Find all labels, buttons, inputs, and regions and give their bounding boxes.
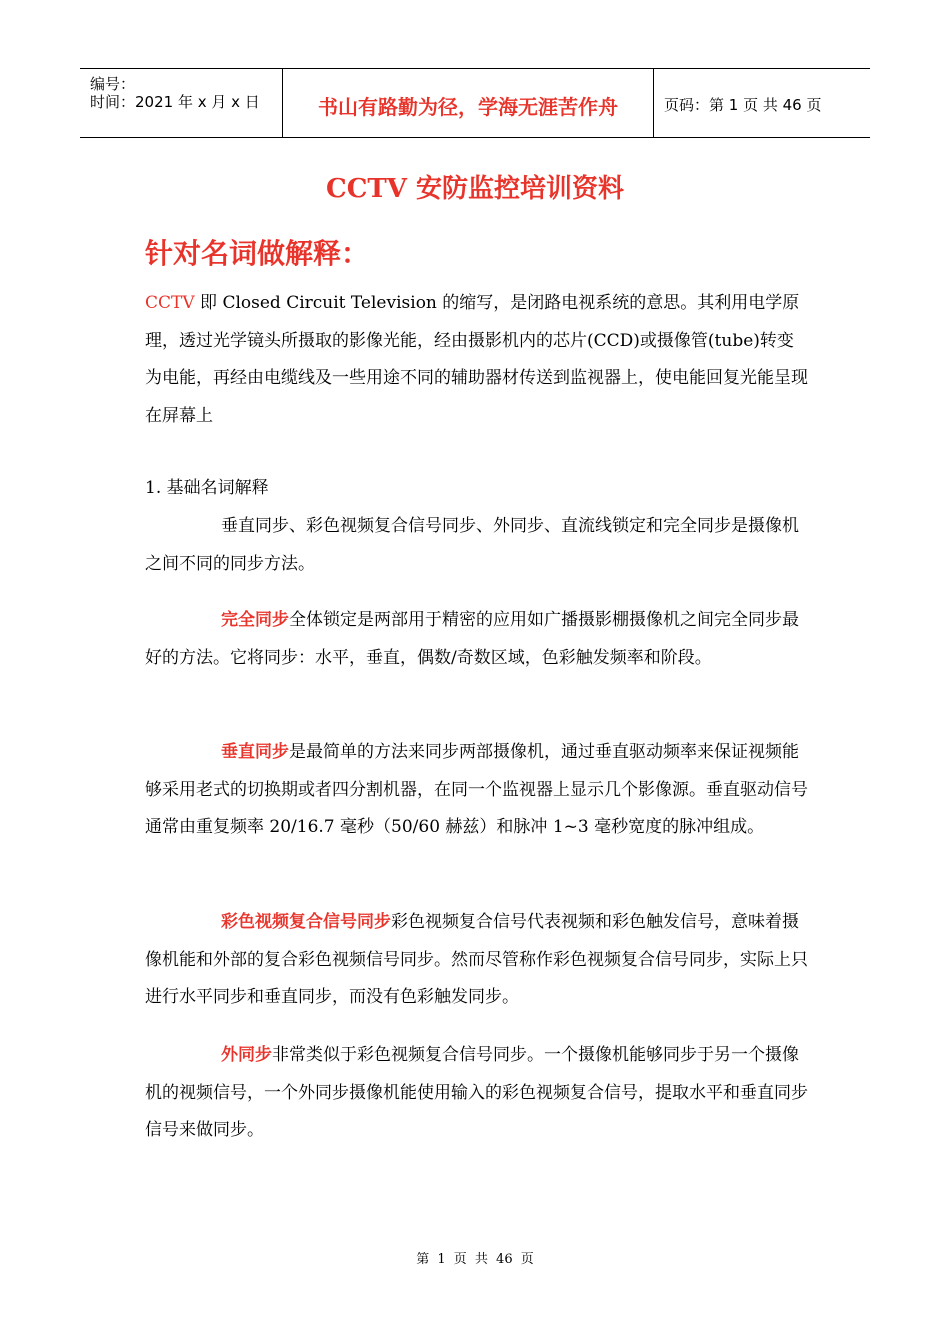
section-heading: 针对名词做解释： <box>145 237 370 270</box>
document-title: CCTV 安防监控培训资料 <box>326 174 624 204</box>
section-title: 1. 基础名词解释 <box>145 478 269 498</box>
term-text: 非常类似于彩色视频复合信号同步。一个摄像机能够同步于另一个摄像机的视频信号，一个外同步摄像机能使用输入的彩色视频复合信号，提取水平和垂直同步信号来做同步。 <box>145 1045 808 1140</box>
intro-text: 即 Closed Circuit Television 的缩写，是闭路电视系统的意思。其利用电学原理，透过光学镜头所摄取的影像光能，经由摄影机内的芯片(CCD)或摄像管(tube)转变为电能，再经由电缆线及一些用途不同的辅助器材传送到监视器上，使电能回复光能呈现在屏幕上 <box>145 293 808 426</box>
term-name: 外同步 <box>221 1045 272 1065</box>
term-name: 彩色视频复合信号同步 <box>221 912 391 932</box>
serial-label: 编号： <box>90 75 136 93</box>
header-info-cell <box>80 69 283 137</box>
page-info: 页码：第 1 页 共 46 页 <box>664 96 822 114</box>
motto: 书山有路勤为径，学海无涯苦作舟 <box>318 95 618 119</box>
header-page-cell <box>654 69 870 137</box>
term-text: 彩色视频复合信号代表视频和彩色触发信号，意味着摄像机能和外部的复合彩色视频信号同步。然而尽管称作彩色视频复合信号同步，实际上只进行水平同步和垂直同步，而没有色彩触发同步。 <box>145 912 808 1007</box>
intro-paragraph <box>145 285 810 435</box>
term-paragraph <box>145 904 810 1017</box>
term-paragraph <box>145 602 810 677</box>
header-motto-cell <box>283 69 654 137</box>
page-footer: 第 1 页 共 46 页 <box>416 1252 534 1267</box>
term-text: 全体锁定是两部用于精密的应用如广播摄影棚摄像机之间完全同步最好的方法。它将同步：水平，垂直，偶数/奇数区域，色彩触发频率和阶段。 <box>145 610 799 668</box>
header-table <box>80 68 870 138</box>
time-label: 时间：2021 年 x 月 x 日 <box>90 93 260 111</box>
term-name: 完全同步 <box>221 610 289 630</box>
intro-term: CCTV <box>145 293 195 313</box>
section-intro: 垂直同步、彩色视频复合信号同步、外同步、直流线锁定和完全同步是摄像机之间不同的同步方法。 <box>145 516 799 574</box>
term-paragraph <box>145 734 810 847</box>
term-paragraph <box>145 1037 810 1150</box>
term-name: 垂直同步 <box>221 742 289 762</box>
term-text: 是最简单的方法来同步两部摄像机，通过垂直驱动频率来保证视频能够采用老式的切换期或者四分割机器，在同一个监视器上显示几个影像源。垂直驱动信号通常由重复频率 20/16.7 毫秒（50/60 赫兹）和脉冲 1~3 毫秒宽度的脉冲组成。 <box>145 742 808 837</box>
